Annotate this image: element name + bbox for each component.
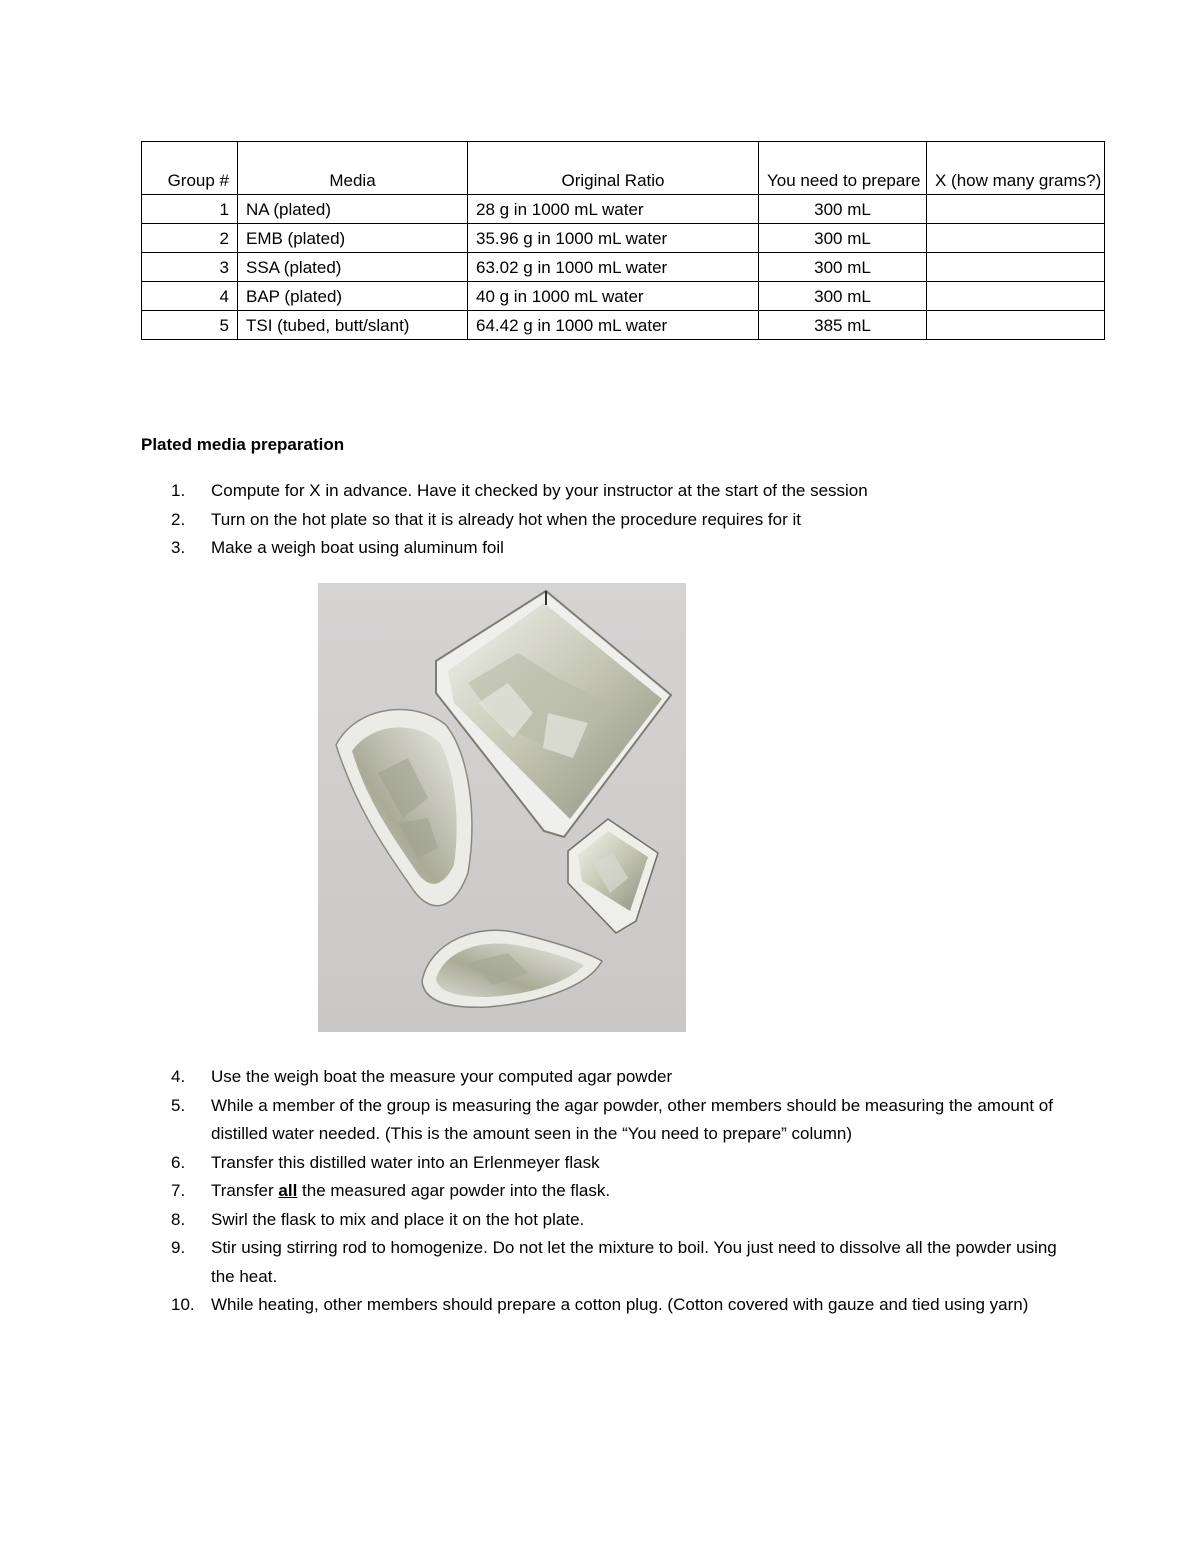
cell-media: BAP (plated) — [238, 282, 468, 311]
table-header-row — [142, 142, 1105, 195]
cell-prepare: 300 mL — [759, 195, 927, 224]
steps-list-part-1 — [141, 477, 1061, 563]
step-text: Turn on the hot plate so that it is already hot when the procedure requires for it — [211, 509, 801, 529]
cell-prepare: 385 mL — [759, 311, 927, 340]
cell-ratio: 63.02 g in 1000 mL water — [468, 253, 759, 282]
section-heading: Plated media preparation — [141, 435, 345, 454]
step-text: Transfer this distilled water into an Erlenmeyer flask — [211, 1152, 600, 1172]
step-text: Swirl the flask to mix and place it on the hot plate. — [211, 1209, 585, 1229]
cell-media: NA (plated) — [238, 195, 468, 224]
step-number: 9. — [171, 1238, 186, 1257]
step-number: 5. — [171, 1095, 186, 1115]
foil-boats-illustration — [318, 583, 686, 1032]
step-number: 7. — [171, 1181, 186, 1200]
table-row — [142, 224, 1105, 253]
list-item — [141, 1149, 1061, 1178]
steps-list-part-2 — [141, 1063, 1061, 1320]
cell-prepare: 300 mL — [759, 224, 927, 253]
list-item — [141, 534, 1061, 563]
header-group: Group # — [142, 142, 238, 195]
cell-media: SSA (plated) — [238, 253, 468, 282]
cell-group: 4 — [142, 282, 238, 311]
table-row — [142, 282, 1105, 311]
cell-media: EMB (plated) — [238, 224, 468, 253]
cell-x-grams — [927, 311, 1105, 340]
media-ratio-table — [141, 141, 1105, 340]
cell-ratio: 35.96 g in 1000 mL water — [468, 224, 759, 253]
cell-prepare: 300 mL — [759, 282, 927, 311]
cell-x-grams — [927, 195, 1105, 224]
list-item — [141, 1092, 1061, 1149]
cell-media: TSI (tubed, butt/slant) — [238, 311, 468, 340]
foil-weigh-boats-photo — [318, 583, 686, 1032]
cell-x-grams — [927, 253, 1105, 282]
header-you-need-to-prepare: You need to prepare — [759, 142, 927, 195]
cell-ratio: 64.42 g in 1000 mL water — [468, 311, 759, 340]
cell-group: 5 — [142, 311, 238, 340]
header-original-ratio: Original Ratio — [468, 142, 759, 195]
cell-x-grams — [927, 224, 1105, 253]
table-row — [142, 311, 1105, 340]
step-text: Stir using stirring rod to homogenize. Do not let the mixture to boil. You just need to dissolve all the powder using the heat. — [211, 1238, 1057, 1286]
table-row — [142, 253, 1105, 282]
cell-prepare: 300 mL — [759, 253, 927, 282]
cell-x-grams — [927, 282, 1105, 311]
list-item — [141, 1177, 1061, 1206]
step-text-before: Transfer — [211, 1181, 279, 1200]
cell-ratio: 28 g in 1000 mL water — [468, 195, 759, 224]
step-text-after: the measured agar powder into the flask. — [297, 1181, 611, 1200]
step-text: While a member of the group is measuring the agar powder, other members should be measuring the amount of distilled water needed. (This is the amount seen in the “You need to prepare” column) — [211, 1095, 1053, 1143]
list-item — [141, 1063, 1061, 1092]
list-item — [141, 477, 1061, 506]
cell-group: 1 — [142, 195, 238, 224]
cell-group: 2 — [142, 224, 238, 253]
table-row — [142, 195, 1105, 224]
step-number: 10. — [171, 1295, 195, 1314]
step-number: 4. — [171, 1067, 186, 1086]
header-media: Media — [238, 142, 468, 195]
step-number: 3. — [171, 538, 186, 557]
cell-group: 3 — [142, 253, 238, 282]
list-item — [141, 1206, 1061, 1235]
step-number: 2. — [171, 509, 186, 529]
list-item — [141, 506, 1061, 535]
step-number: 6. — [171, 1152, 186, 1172]
list-item — [141, 1234, 1061, 1291]
step-number: 8. — [171, 1209, 186, 1229]
step-text: Make a weigh boat using aluminum foil — [211, 538, 504, 557]
step-text: While heating, other members should prepare a cotton plug. (Cotton covered with gauze and tied using yarn) — [211, 1295, 1029, 1314]
step-text: Compute for X in advance. Have it checked by your instructor at the start of the session — [211, 481, 868, 500]
step-emphasis: all — [278, 1181, 298, 1200]
step-number: 1. — [171, 481, 186, 500]
header-x-grams: X (how many grams?) — [927, 142, 1105, 195]
step-text: Use the weigh boat the measure your computed agar powder — [211, 1067, 673, 1086]
cell-ratio: 40 g in 1000 mL water — [468, 282, 759, 311]
list-item — [141, 1291, 1061, 1320]
